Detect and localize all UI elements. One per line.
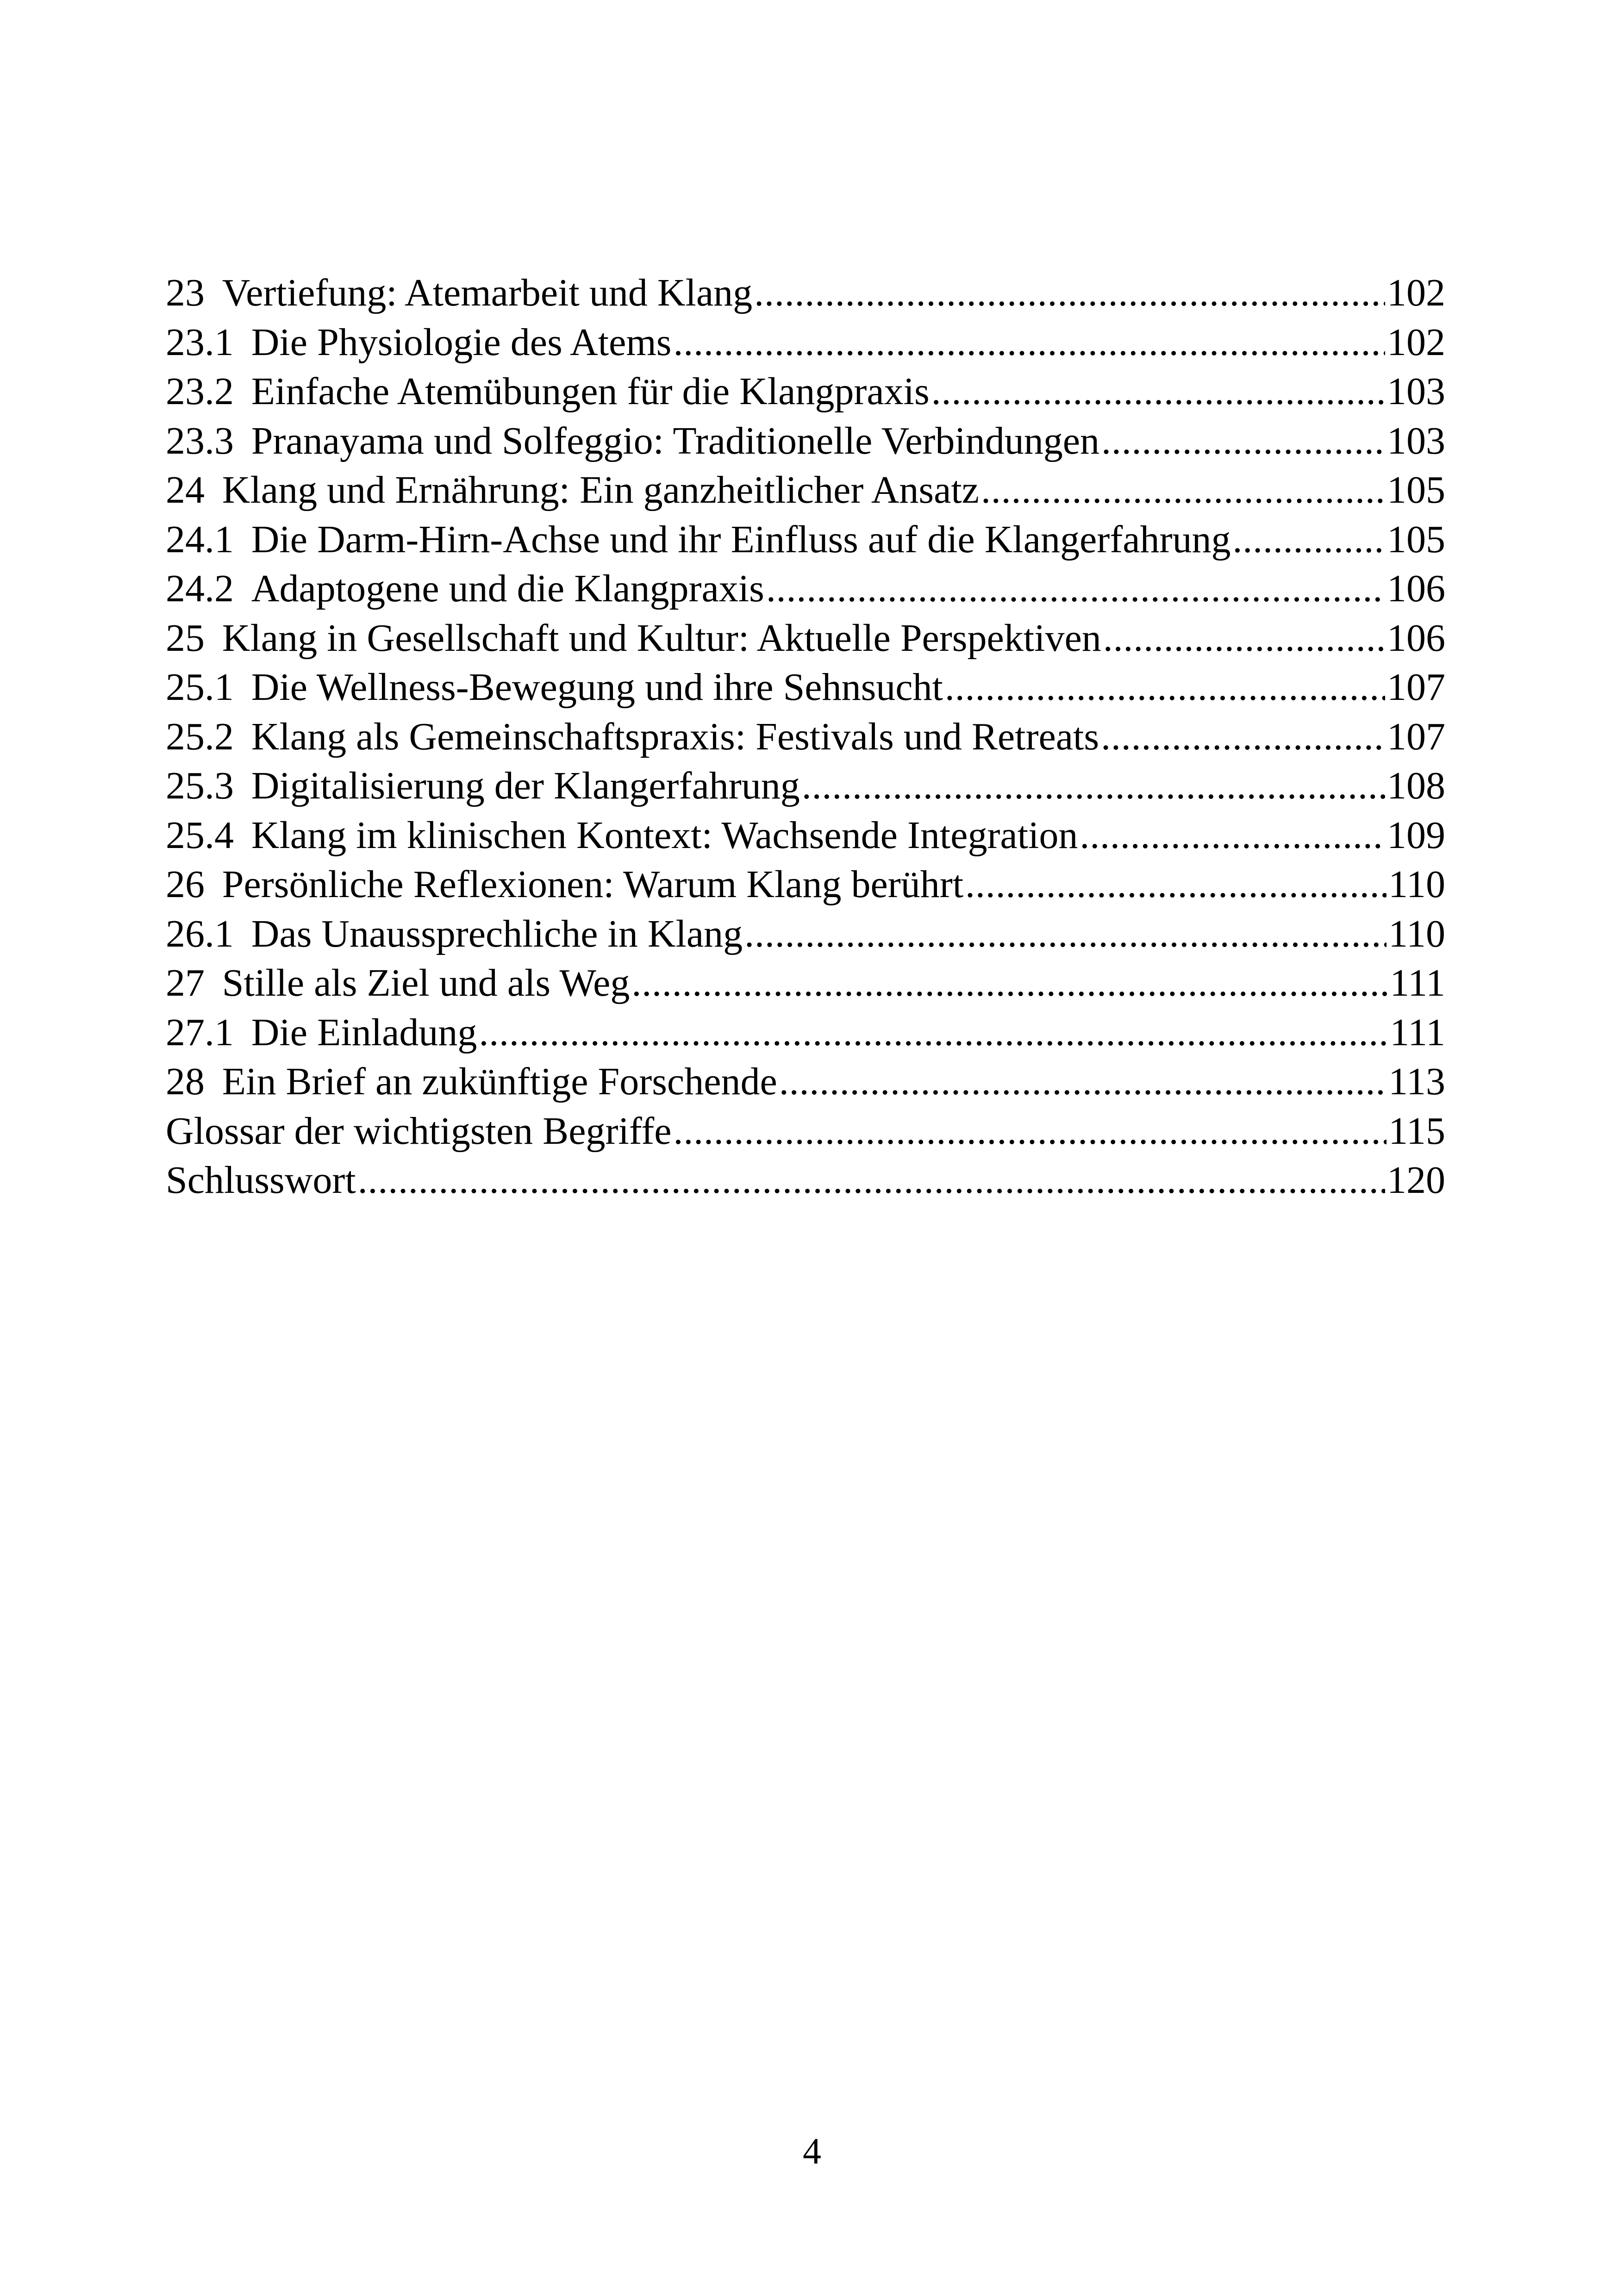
dot-leader <box>673 318 1385 368</box>
toc-entry-number: 23.2 <box>166 370 234 413</box>
toc-entry-title: Glossar der wichtigsten Begriffe <box>166 1109 672 1153</box>
toc-entry-page: 115 <box>1388 1109 1445 1153</box>
toc-entry-page: 110 <box>1388 912 1445 955</box>
toc-entry-title: Die Physiologie des Atems <box>251 320 672 364</box>
toc-entry[interactable] <box>166 1156 1445 1205</box>
toc-entry-number: 25 <box>166 616 205 660</box>
dot-leader <box>1232 515 1385 565</box>
toc-entry-title: Persönliche Reflexionen: Warum Klang berührt <box>222 863 964 906</box>
toc-entry-title: Die Darm-Hirn-Achse und ihr Einfluss auf die Klangerfahrung <box>251 518 1231 561</box>
dot-leader <box>766 564 1385 614</box>
dot-leader <box>965 860 1387 910</box>
toc-entry-title: Klang im klinischen Kontext: Wachsende Integration <box>251 813 1078 857</box>
toc-entry-page: 102 <box>1387 320 1445 364</box>
toc-entry-page: 109 <box>1387 813 1445 857</box>
dot-leader <box>1101 417 1385 466</box>
toc-entry-number: 24.2 <box>166 567 234 610</box>
toc-entry[interactable] <box>166 564 1445 614</box>
toc-entry-number: 23 <box>166 271 205 314</box>
toc-entry-number: 26 <box>166 863 205 906</box>
dot-leader <box>674 1107 1387 1156</box>
dot-leader <box>1103 614 1385 663</box>
toc-entry-page: 105 <box>1387 518 1445 561</box>
toc-entry-number: 24.1 <box>166 518 234 561</box>
toc-entry-number: 25.1 <box>166 666 234 709</box>
dot-leader <box>754 268 1385 318</box>
toc-entry-number: 25.4 <box>166 813 234 857</box>
toc-entry[interactable] <box>166 910 1445 959</box>
toc-entry-number: 26.1 <box>166 912 234 955</box>
toc-entry-title: Adaptogene und die Klangpraxis <box>251 567 764 610</box>
toc-entry-page: 103 <box>1387 370 1445 413</box>
toc-entry-title: Klang und Ernährung: Ein ganzheitlicher Ansatz <box>222 468 979 511</box>
toc-entry[interactable] <box>166 860 1445 910</box>
dot-leader <box>981 466 1385 515</box>
toc-entry-title: Schlusswort <box>166 1159 356 1202</box>
toc-entry-page: 107 <box>1387 715 1445 758</box>
toc-entry[interactable] <box>166 614 1445 663</box>
toc-entry-number: 25.2 <box>166 715 234 758</box>
toc-entry[interactable] <box>166 466 1445 515</box>
toc-entry[interactable] <box>166 712 1445 762</box>
toc-entry-title: Ein Brief an zukünftige Forschende <box>222 1060 777 1103</box>
toc-entry-number: 25.3 <box>166 764 234 807</box>
toc-entry-title: Pranayama und Solfeggio: Traditionelle Verbindungen <box>251 419 1100 462</box>
toc-entry[interactable] <box>166 1008 1445 1058</box>
toc-entry-page: 110 <box>1388 863 1445 906</box>
toc-entry-page: 108 <box>1387 764 1445 807</box>
toc-entry-number: 24 <box>166 468 205 511</box>
dot-leader <box>631 959 1388 1008</box>
dot-leader <box>945 663 1385 712</box>
toc-entry[interactable] <box>166 318 1445 368</box>
toc-entry-page: 103 <box>1387 419 1445 462</box>
toc-entry[interactable] <box>166 811 1445 861</box>
dot-leader <box>479 1008 1388 1058</box>
toc-entry-title: Digitalisierung der Klangerfahrung <box>251 764 800 807</box>
toc-entry[interactable] <box>166 417 1445 466</box>
toc-entry[interactable] <box>166 1057 1445 1107</box>
toc-entry-title: Das Unaussprechliche in Klang <box>251 912 743 955</box>
table-of-contents <box>166 268 1445 1205</box>
toc-entry-title: Vertiefung: Atemarbeit und Klang <box>222 271 753 314</box>
toc-entry[interactable] <box>166 663 1445 712</box>
toc-entry-title: Klang in Gesellschaft und Kultur: Aktuelle Perspektiven <box>222 616 1101 660</box>
toc-entry-number: 23.3 <box>166 419 234 462</box>
toc-entry[interactable] <box>166 959 1445 1008</box>
dot-leader <box>1080 811 1385 861</box>
toc-entry-title: Einfache Atemübungen für die Klangpraxis <box>251 370 930 413</box>
page-number: 4 <box>803 2131 821 2172</box>
toc-entry-page: 106 <box>1387 567 1445 610</box>
toc-entry[interactable] <box>166 1107 1445 1156</box>
toc-entry-title: Die Wellness-Bewegung und ihre Sehnsucht <box>251 666 943 709</box>
toc-entry-number: 28 <box>166 1060 205 1103</box>
toc-entry-page: 105 <box>1387 468 1445 511</box>
toc-entry-title: Die Einladung <box>251 1010 477 1054</box>
toc-entry-page: 111 <box>1390 961 1445 1004</box>
toc-entry-page: 120 <box>1387 1159 1445 1202</box>
toc-entry-number: 27.1 <box>166 1010 234 1054</box>
dot-leader <box>358 1156 1385 1205</box>
toc-entry-page: 107 <box>1387 666 1445 709</box>
toc-entry-page: 113 <box>1388 1060 1445 1103</box>
toc-entry[interactable] <box>166 515 1445 565</box>
dot-leader <box>1101 712 1385 762</box>
toc-entry[interactable] <box>166 761 1445 811</box>
toc-entry[interactable] <box>166 268 1445 318</box>
toc-entry-page: 111 <box>1390 1010 1445 1054</box>
toc-entry-number: 27 <box>166 961 205 1004</box>
toc-entry-title: Klang als Gemeinschaftspraxis: Festivals und Retreats <box>251 715 1099 758</box>
toc-entry[interactable] <box>166 367 1445 417</box>
toc-entry-page: 102 <box>1387 271 1445 314</box>
toc-entry-title: Stille als Ziel und als Weg <box>222 961 630 1004</box>
toc-entry-number: 23.1 <box>166 320 234 364</box>
dot-leader <box>779 1057 1387 1107</box>
dot-leader <box>744 910 1387 959</box>
dot-leader <box>802 761 1385 811</box>
dot-leader <box>931 367 1385 417</box>
toc-entry-page: 106 <box>1387 616 1445 660</box>
